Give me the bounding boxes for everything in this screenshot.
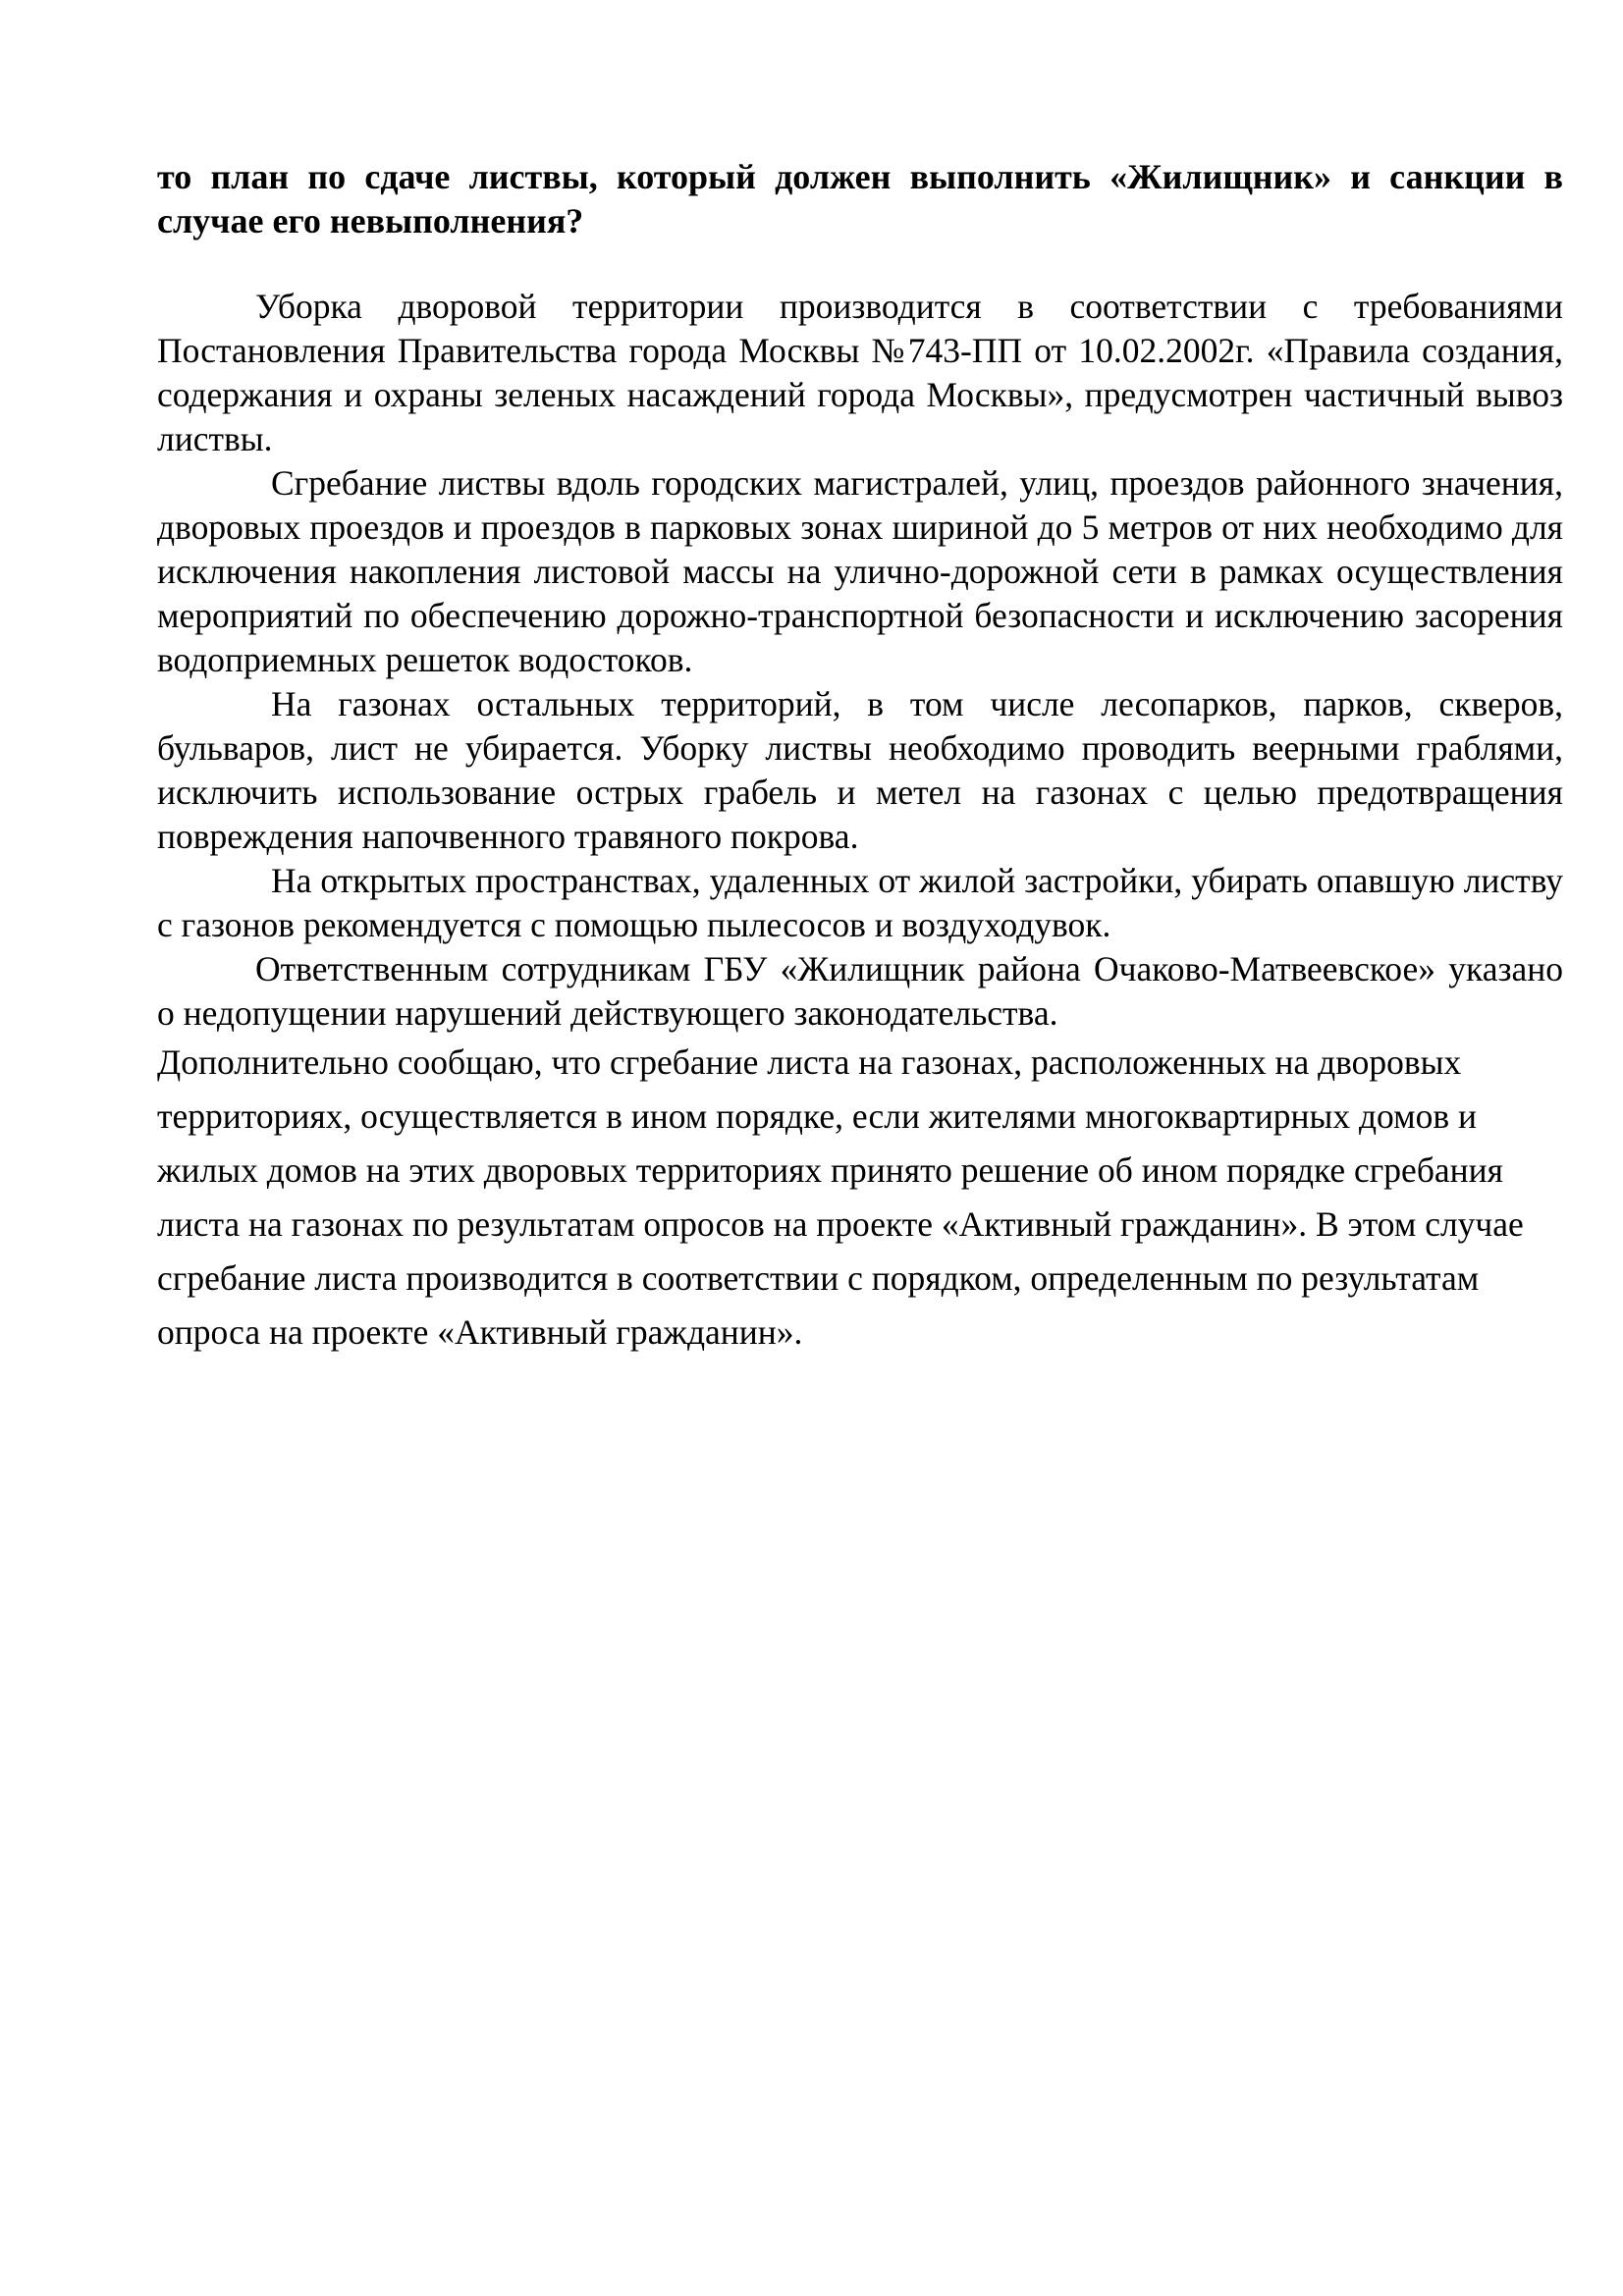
paragraph-cleaning-requirements: Уборка дворовой территории производится в соответствии с требованиями Постановления Правительства города Москвы №743-ПП от 10.02.2002г. «Правила создания, содержания и охраны зеленых насаждений города Москвы», предусмотрен частичный вывоз листвы. <box>157 287 1563 458</box>
paragraph-active-citizen: Дополнительно сообщаю, что сгребание листа на газонах, расположенных на дворовых территориях, осуществляется в ином порядке, если жителями многоквартирных домов и жилых домов на этих дворовых территориях принято решение об ином порядке сгребания листа на газонах по результатам опросов на проекте «Активный гражданин». В этом случае сгребание листа производится в соответствии с порядком, определенным по результатам опроса на проекте «Активный гражданин». <box>157 1042 1524 1352</box>
paragraph-responsible-staff: Ответственным сотрудникам ГБУ «Жилищник района Очаково-Матвеевское» указано о недопущении нарушений действующего законодательства. <box>157 949 1563 1033</box>
paragraph-open-spaces: На открытых пространствах, удаленных от жилой застройки, убирать опавшую листву с газонов рекомендуется с помощью пылесосов и воздуходувок. <box>157 861 1563 944</box>
paragraph-raking-along-roads: Сгребание листвы вдоль городских магистралей, улиц, проездов районного значения, дворовых проездов и проездов в парковых зонах шириной до 5 метров от них необходимо для исключения накопления листовой массы на улично-дорожной сети в рамках осуществления мероприятий по обеспечению дорожно-транспортной безопасности и исключению засорения водоприемных решеток водостоков. <box>157 463 1563 679</box>
document-supplement <box>157 1036 1563 1360</box>
document-page <box>157 155 1563 1360</box>
paragraph-lawns-not-cleaned: На газонах остальных территорий, в том числе лесопарков, парков, скверов, бульваров, лист не убирается. Уборку листвы необходимо проводить веерными граблями, исключить использование острых грабель и метел на газонах с целью предотвращения повреждения напочвенного травяного покрова. <box>157 684 1563 856</box>
document-heading: то план по сдаче листвы, который должен выполнить «Жилищник» и санкции в случае его невыполнения? <box>157 157 1563 240</box>
document-body <box>157 285 1563 1036</box>
